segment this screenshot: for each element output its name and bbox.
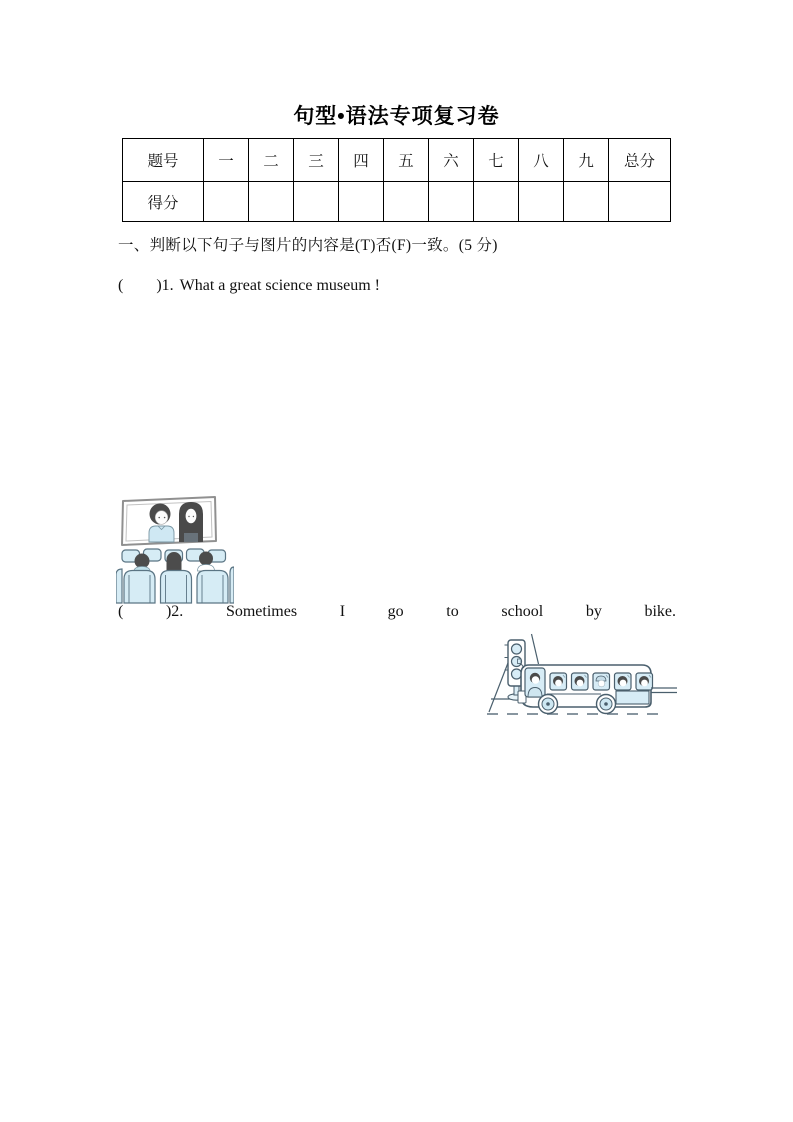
question-word: school [501,603,544,620]
column-header: 三 [294,139,339,182]
column-header: 二 [249,139,294,182]
score-cell [249,182,294,222]
answer-paren-open: ( [118,277,124,294]
score-cell [204,182,249,222]
score-cell [564,182,609,222]
question-word: bike. [644,603,676,620]
bus-image [483,628,683,726]
page-title: 句型•语法专项复习卷 [293,105,500,128]
score-cell [609,182,671,222]
question-word: go [387,603,404,620]
column-header: 总分 [609,139,671,182]
question-word: by [585,603,602,620]
score-cell [474,182,519,222]
question-2-line [118,603,676,621]
column-header: 八 [519,139,564,182]
score-cell [339,182,384,222]
bus-illustration [483,628,683,726]
score-label: 得分 [123,182,204,222]
score-table [122,138,671,222]
score-cell [429,182,474,222]
column-header: 六 [429,139,474,182]
column-header: 五 [384,139,429,182]
front-row-seats [116,567,234,603]
question-word: Sometimes [225,603,298,620]
score-cell [294,182,339,222]
score-cell [519,182,564,222]
column-header: 四 [339,139,384,182]
question-1-line [118,277,718,295]
column-header: 七 [474,139,519,182]
question-number-row [123,139,671,182]
column-header: 九 [564,139,609,182]
answer-paren-open: ( [118,603,124,620]
column-header: 一 [204,139,249,182]
question-number-label: 题号 [123,139,204,182]
section-one-heading: 一、判断以下句子与图片的内容是(T)否(F)一致。(5 分) [118,237,498,254]
score-row [123,182,671,222]
cinema-illustration [116,493,234,605]
question-word: I [339,603,346,620]
bus-passenger-windows [550,673,653,690]
question-1-number: )1. [156,277,174,294]
cinema-image [116,493,234,605]
score-cell [384,182,429,222]
question-1-text: What a great science museum ! [179,277,381,294]
question-2-number: )2. [165,603,184,620]
question-word: to [446,603,459,620]
